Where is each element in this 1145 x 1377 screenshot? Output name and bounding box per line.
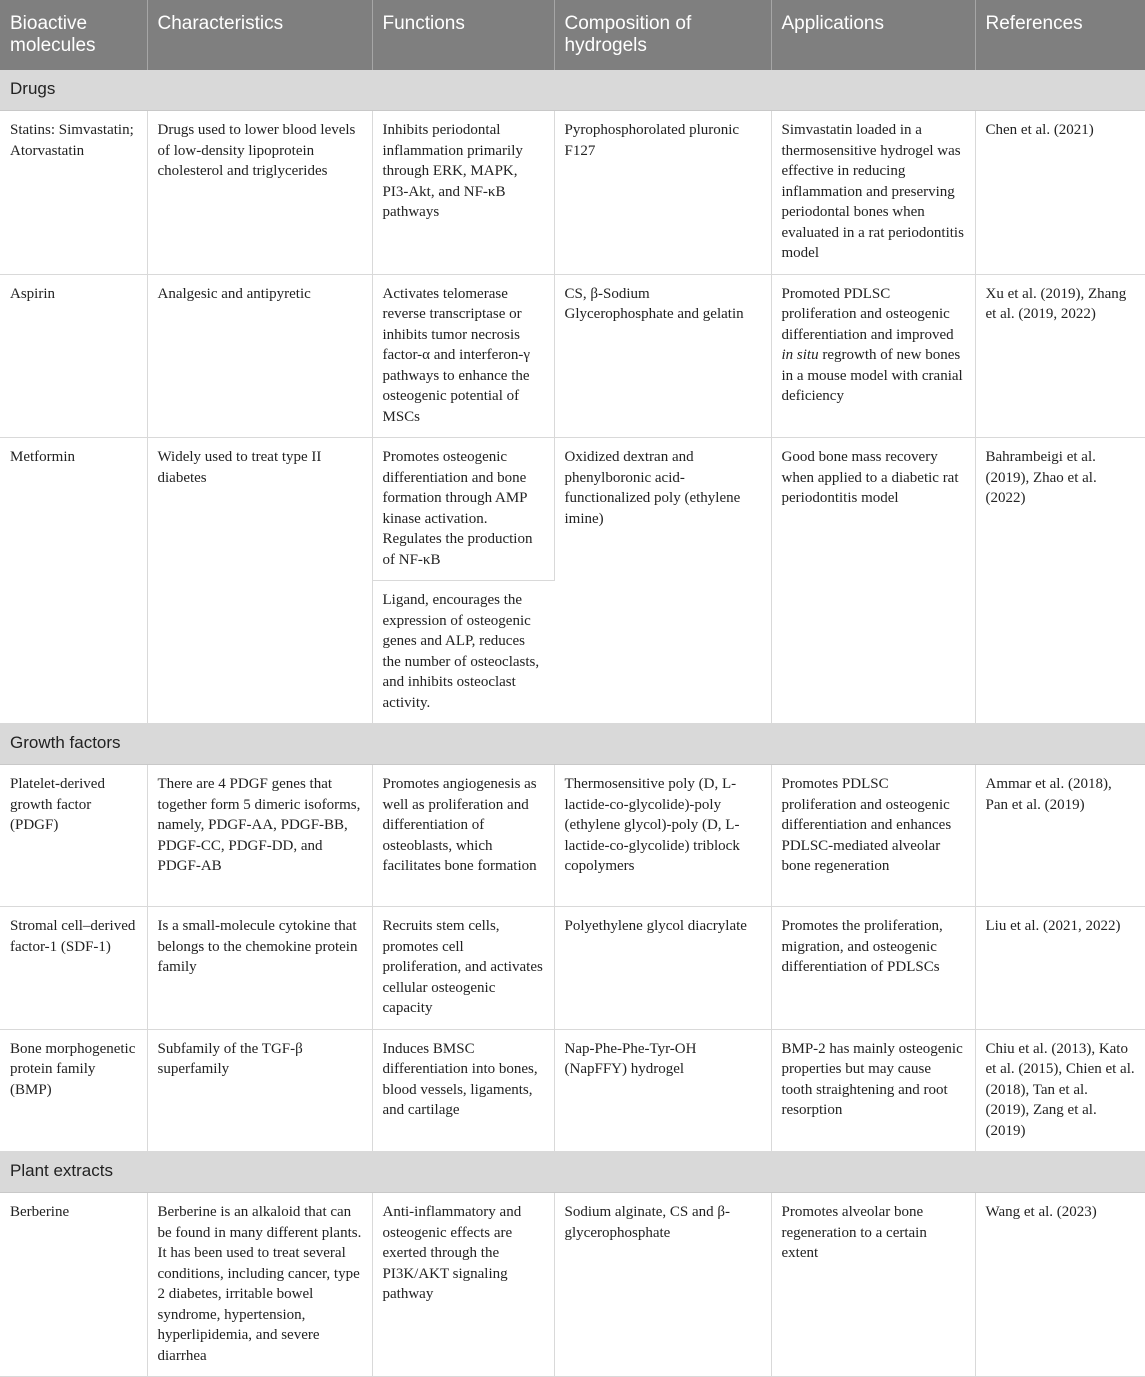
table-row-berberine — [0, 1193, 1145, 1377]
cell-applications: Promotes alveolar bone regeneration to a certain extent — [771, 1193, 975, 1377]
cell-composition: Thermosensitive poly (D, L-lactide-co-glycolide)-poly (ethylene glycol)-poly (D, L-lactide-co-glycolide) triblock copolymers — [554, 765, 771, 907]
cell-molecule: Metformin — [0, 438, 147, 724]
cell-characteristics: Analgesic and antipyretic — [147, 274, 372, 438]
cell-functions: Promotes osteogenic differentiation and bone formation through AMP kinase activation. Regulates the production of NF-κB — [372, 438, 554, 581]
section-label-growth-factors: Growth factors — [0, 724, 1145, 765]
cell-characteristics: Is a small-molecule cytokine that belongs to the chemokine protein family — [147, 907, 372, 1030]
section-label-drugs: Drugs — [0, 70, 1145, 111]
cell-references: Chiu et al. (2013), Kato et al. (2015), Chien et al. (2018), Tan et al. (2019), Zang et al. (2019) — [975, 1029, 1145, 1152]
cell-composition: Nap-Phe-Phe-Tyr-OH (NapFFY) hydrogel — [554, 1029, 771, 1152]
cell-molecule: Platelet-derived growth factor (PDGF) — [0, 765, 147, 907]
cell-molecule: Statins: Simvastatin; Atorvastatin — [0, 111, 147, 275]
header-bioactive-molecules: Bioactive molecules — [0, 0, 147, 70]
section-row-growth-factors — [0, 724, 1145, 765]
cell-composition: Sodium alginate, CS and β-glycerophosphate — [554, 1193, 771, 1377]
header-characteristics: Characteristics — [147, 0, 372, 70]
section-label-plant-extracts: Plant extracts — [0, 1152, 1145, 1193]
cell-composition: Pyrophosphorolated pluronic F127 — [554, 111, 771, 275]
header-composition: Composition of hydrogels — [554, 0, 771, 70]
cell-composition: Oxidized dextran and phenylboronic acid-functionalized poly (ethylene imine) — [554, 438, 771, 724]
cell-applications: Good bone mass recovery when applied to a diabetic rat periodontitis model — [771, 438, 975, 724]
cell-functions: Anti-inflammatory and osteogenic effects are exerted through the PI3K/AKT signaling pathway — [372, 1193, 554, 1377]
section-row-drugs — [0, 70, 1145, 111]
cell-applications: Promotes the proliferation, migration, and osteogenic differentiation of PDLSCs — [771, 907, 975, 1030]
cell-references: Xu et al. (2019), Zhang et al. (2019, 2022) — [975, 274, 1145, 438]
header-references: References — [975, 0, 1145, 70]
header-applications: Applications — [771, 0, 975, 70]
table-row-sdf1 — [0, 907, 1145, 1030]
cell-applications: Simvastatin loaded in a thermosensitive hydrogel was effective in reducing inflammation and preserving periodontal bones when evaluated in a rat periodontitis model — [771, 111, 975, 275]
table-body — [0, 70, 1145, 1377]
cell-molecule: Bone morphogenetic protein family (BMP) — [0, 1029, 147, 1152]
cell-functions: Induces BMSC differentiation into bones, blood vessels, ligaments, and cartilage — [372, 1029, 554, 1152]
table-header — [0, 0, 1145, 70]
cell-references: Wang et al. (2023) — [975, 1193, 1145, 1377]
cell-references: Liu et al. (2021, 2022) — [975, 907, 1145, 1030]
cell-functions-secondary: Ligand, encourages the expression of osteogenic genes and ALP, reduces the number of osteoclasts, and inhibits osteoclast activity. — [372, 581, 554, 724]
cell-characteristics: Berberine is an alkaloid that can be found in many different plants. It has been used to treat several conditions, including cancer, type 2 diabetes, irritable bowel syndrome, hypertension, hyperlipidemia, and severe diarrhea — [147, 1193, 372, 1377]
cell-molecule: Berberine — [0, 1193, 147, 1377]
cell-references: Ammar et al. (2018), Pan et al. (2019) — [975, 765, 1145, 907]
cell-references: Bahrambeigi et al. (2019), Zhao et al. (2022) — [975, 438, 1145, 724]
applications-italic: in situ — [781, 347, 819, 363]
cell-applications: BMP-2 has mainly osteogenic properties but may cause tooth straightening and root resorption — [771, 1029, 975, 1152]
table-row-pdgf — [0, 765, 1145, 907]
header-functions: Functions — [372, 0, 554, 70]
cell-references: Chen et al. (2021) — [975, 111, 1145, 275]
cell-characteristics: Drugs used to lower blood levels of low-density lipoprotein cholesterol and triglycerides — [147, 111, 372, 275]
cell-applications: Promotes PDLSC proliferation and osteogenic differentiation and enhances PDLSC-mediated alveolar bone regeneration — [771, 765, 975, 907]
cell-molecule: Aspirin — [0, 274, 147, 438]
applications-text-end: regrowth of new bones in a mouse model with cranial deficiency — [781, 347, 963, 404]
header-row — [0, 0, 1145, 70]
cell-composition: Polyethylene glycol diacrylate — [554, 907, 771, 1030]
section-row-plant-extracts — [0, 1152, 1145, 1193]
cell-molecule: Stromal cell–derived factor-1 (SDF-1) — [0, 907, 147, 1030]
cell-characteristics: Subfamily of the TGF-β superfamily — [147, 1029, 372, 1152]
cell-applications — [771, 274, 975, 438]
cell-composition: CS, β-Sodium Glycerophosphate and gelatin — [554, 274, 771, 438]
cell-functions: Activates telomerase reverse transcriptase or inhibits tumor necrosis factor-α and interferon-γ pathways to enhance the osteogenic potential of MSCs — [372, 274, 554, 438]
table-row-bmp — [0, 1029, 1145, 1152]
applications-text: Promoted PDLSC proliferation and osteogenic differentiation and improved — [781, 285, 954, 343]
cell-functions: Promotes angiogenesis as well as proliferation and differentiation of osteoblasts, which facilitates bone formation — [372, 765, 554, 907]
cell-characteristics: There are 4 PDGF genes that together form 5 dimeric isoforms, namely, PDGF-AA, PDGF-BB, PDGF-CC, PDGF-DD, and PDGF-AB — [147, 765, 372, 907]
cell-characteristics: Widely used to treat type II diabetes — [147, 438, 372, 724]
cell-functions: Recruits stem cells, promotes cell proliferation, and activates cellular osteogenic capacity — [372, 907, 554, 1030]
cell-functions: Inhibits periodontal inflammation primarily through ERK, MAPK, PI3-Akt, and NF-κB pathways — [372, 111, 554, 275]
table-row-statins — [0, 111, 1145, 275]
table-row-metformin — [0, 438, 1145, 581]
table-row-aspirin — [0, 274, 1145, 438]
